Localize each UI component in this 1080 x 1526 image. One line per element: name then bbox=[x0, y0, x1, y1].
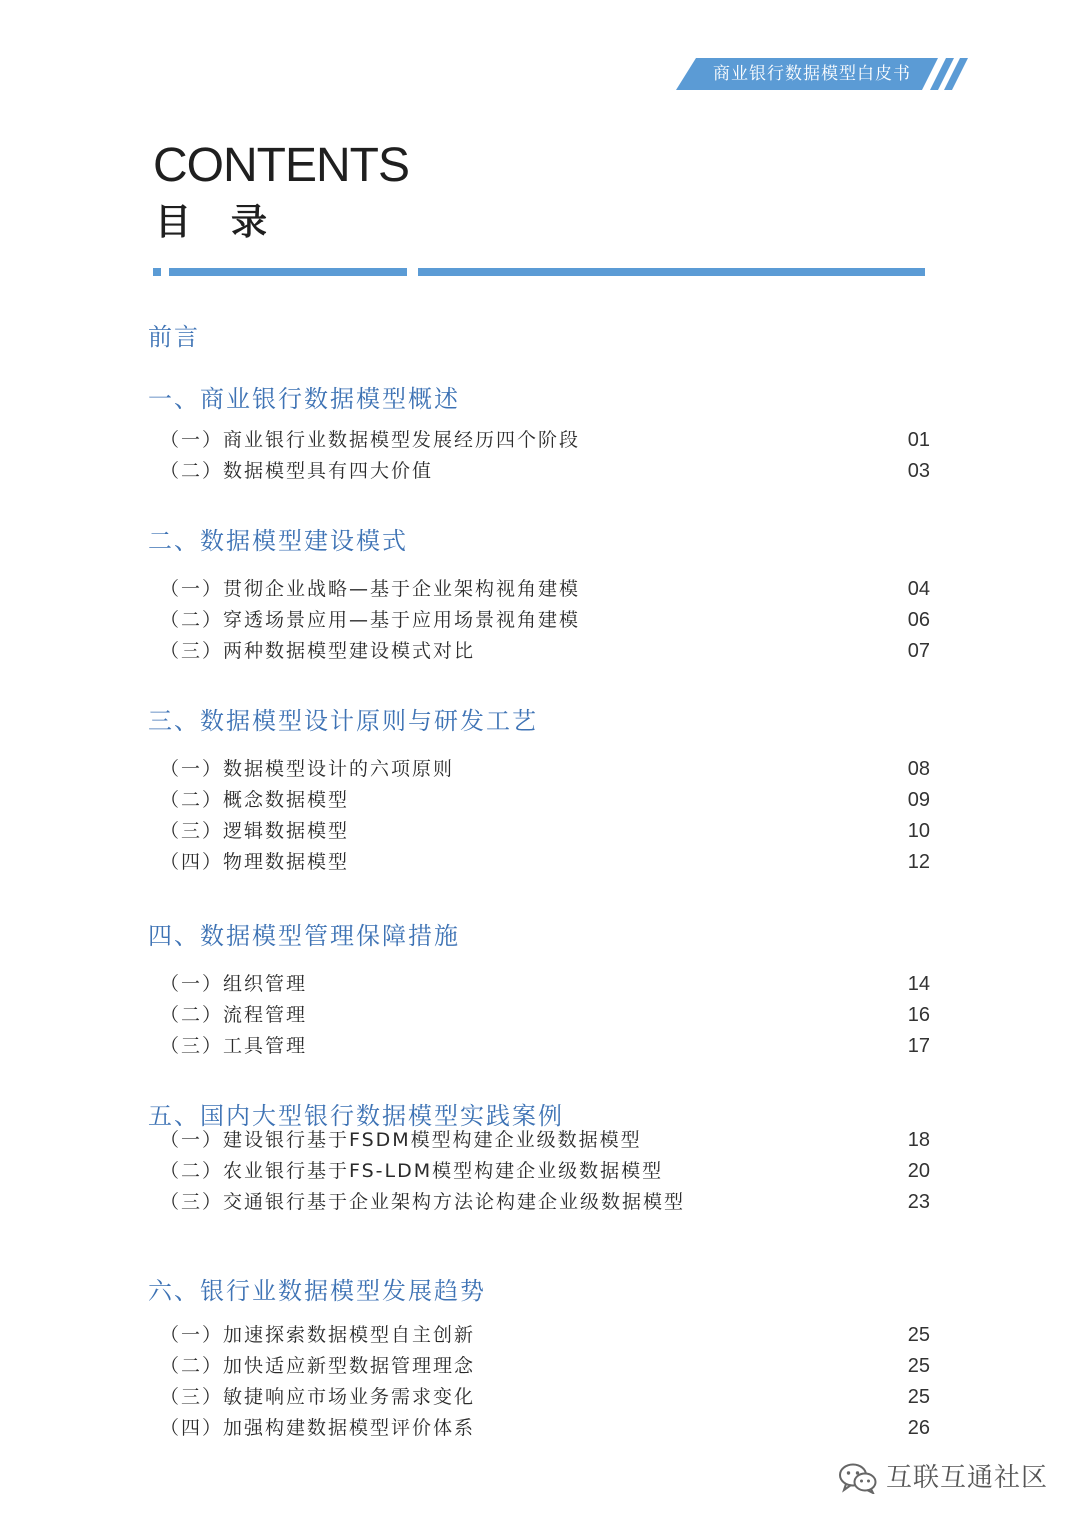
toc-entry[interactable] bbox=[160, 1031, 930, 1061]
toc-entry[interactable] bbox=[160, 847, 930, 877]
toc-entry[interactable] bbox=[160, 816, 930, 846]
toc-entry-label: （一）组织管理 bbox=[160, 973, 308, 995]
toc-entry-label: （一）商业银行业数据模型发展经历四个阶段 bbox=[160, 429, 581, 451]
toc-entry-label: （四）加强构建数据模型评价体系 bbox=[160, 1417, 476, 1439]
toc-entry[interactable] bbox=[160, 1125, 930, 1155]
toc-entry-label: （三）逻辑数据模型 bbox=[160, 820, 350, 842]
toc-entry-label: （三）工具管理 bbox=[160, 1035, 308, 1057]
toc-entry-label: （二）流程管理 bbox=[160, 1004, 308, 1026]
toc-entry-page-number: 04 bbox=[907, 578, 930, 600]
toc-entry-page-number: 01 bbox=[907, 429, 930, 451]
toc-entry-label: （二）加快适应新型数据管理理念 bbox=[160, 1355, 476, 1377]
toc-entry[interactable] bbox=[160, 1351, 930, 1381]
toc-entry[interactable] bbox=[160, 1000, 930, 1030]
toc-entry-page-number: 10 bbox=[907, 820, 930, 842]
toc-preface[interactable]: 前言 bbox=[148, 323, 200, 351]
toc-entry[interactable] bbox=[160, 785, 930, 815]
toc-entry[interactable] bbox=[160, 605, 930, 635]
contents-heading-english: CONTENTS bbox=[153, 139, 409, 192]
toc-entry[interactable] bbox=[160, 1413, 930, 1443]
toc-entry-page-number: 25 bbox=[907, 1324, 930, 1346]
toc-entry-page-number: 06 bbox=[907, 609, 930, 631]
toc-entry[interactable] bbox=[160, 636, 930, 666]
toc-entry-page-number: 25 bbox=[907, 1355, 930, 1377]
wechat-icon bbox=[838, 1462, 878, 1494]
toc-entry[interactable] bbox=[160, 456, 930, 486]
toc-entry-label: （二）概念数据模型 bbox=[160, 789, 350, 811]
toc-entry[interactable] bbox=[160, 1382, 930, 1412]
toc-entry-page-number: 18 bbox=[907, 1129, 930, 1151]
watermark bbox=[838, 1458, 1058, 1498]
toc-section-title[interactable]: 二、数据模型建设模式 bbox=[148, 527, 408, 555]
toc-entry-page-number: 25 bbox=[907, 1386, 930, 1408]
toc-entry-page-number: 20 bbox=[907, 1160, 930, 1182]
toc-entry-page-number: 08 bbox=[907, 758, 930, 780]
toc-entry-page-number: 03 bbox=[907, 460, 930, 482]
toc-entry-label: （二）数据模型具有四大价值 bbox=[160, 460, 434, 482]
toc-entry-page-number: 16 bbox=[907, 1004, 930, 1026]
toc-section-title[interactable]: 五、国内大型银行数据模型实践案例 bbox=[148, 1102, 564, 1130]
toc-entry-page-number: 17 bbox=[907, 1035, 930, 1057]
toc-entry-label: （二）穿透场景应用—基于应用场景视角建模 bbox=[160, 609, 581, 631]
toc-entry[interactable] bbox=[160, 1320, 930, 1350]
toc-entry-label: （三）两种数据模型建设模式对比 bbox=[160, 640, 476, 662]
toc-entry-label: （二）农业银行基于FS-LDM模型构建企业级数据模型 bbox=[160, 1160, 664, 1182]
toc-entry-page-number: 23 bbox=[907, 1191, 930, 1213]
toc-entry-label: （四）物理数据模型 bbox=[160, 851, 350, 873]
toc-entry-page-number: 12 bbox=[907, 851, 930, 873]
toc-section-title[interactable]: 四、数据模型管理保障措施 bbox=[148, 922, 460, 950]
toc-section-title[interactable]: 一、商业银行数据模型概述 bbox=[148, 385, 460, 413]
toc-section-title[interactable]: 三、数据模型设计原则与研发工艺 bbox=[148, 707, 538, 735]
toc-entry-page-number: 26 bbox=[907, 1417, 930, 1439]
toc-entry-label: （一）加速探索数据模型自主创新 bbox=[160, 1324, 476, 1346]
toc-entry[interactable] bbox=[160, 1156, 930, 1186]
toc-entry-label: （三）敏捷响应市场业务需求变化 bbox=[160, 1386, 476, 1408]
toc-entry[interactable] bbox=[160, 425, 930, 455]
toc-entry-label: （三）交通银行基于企业架构方法论构建企业级数据模型 bbox=[160, 1191, 686, 1213]
contents-heading-chinese: 目录 bbox=[155, 202, 308, 243]
toc-entry-page-number: 07 bbox=[907, 640, 930, 662]
toc-entry[interactable] bbox=[160, 754, 930, 784]
toc-entry[interactable] bbox=[160, 1187, 930, 1217]
toc-entry-page-number: 09 bbox=[907, 789, 930, 811]
toc-entry-label: （一）数据模型设计的六项原则 bbox=[160, 758, 455, 780]
watermark-text: 互联互通社区 bbox=[886, 1463, 1049, 1493]
toc-entry-page-number: 14 bbox=[907, 973, 930, 995]
toc-entry[interactable] bbox=[160, 969, 930, 999]
toc-entry-label: （一）贯彻企业战略—基于企业架构视角建模 bbox=[160, 578, 581, 600]
toc-section-title[interactable]: 六、银行业数据模型发展趋势 bbox=[148, 1277, 486, 1305]
toc-entry-label: （一）建设银行基于FSDM模型构建企业级数据模型 bbox=[160, 1129, 642, 1151]
header-title: 商业银行数据模型白皮书 bbox=[713, 64, 911, 84]
toc-entry[interactable] bbox=[160, 574, 930, 604]
